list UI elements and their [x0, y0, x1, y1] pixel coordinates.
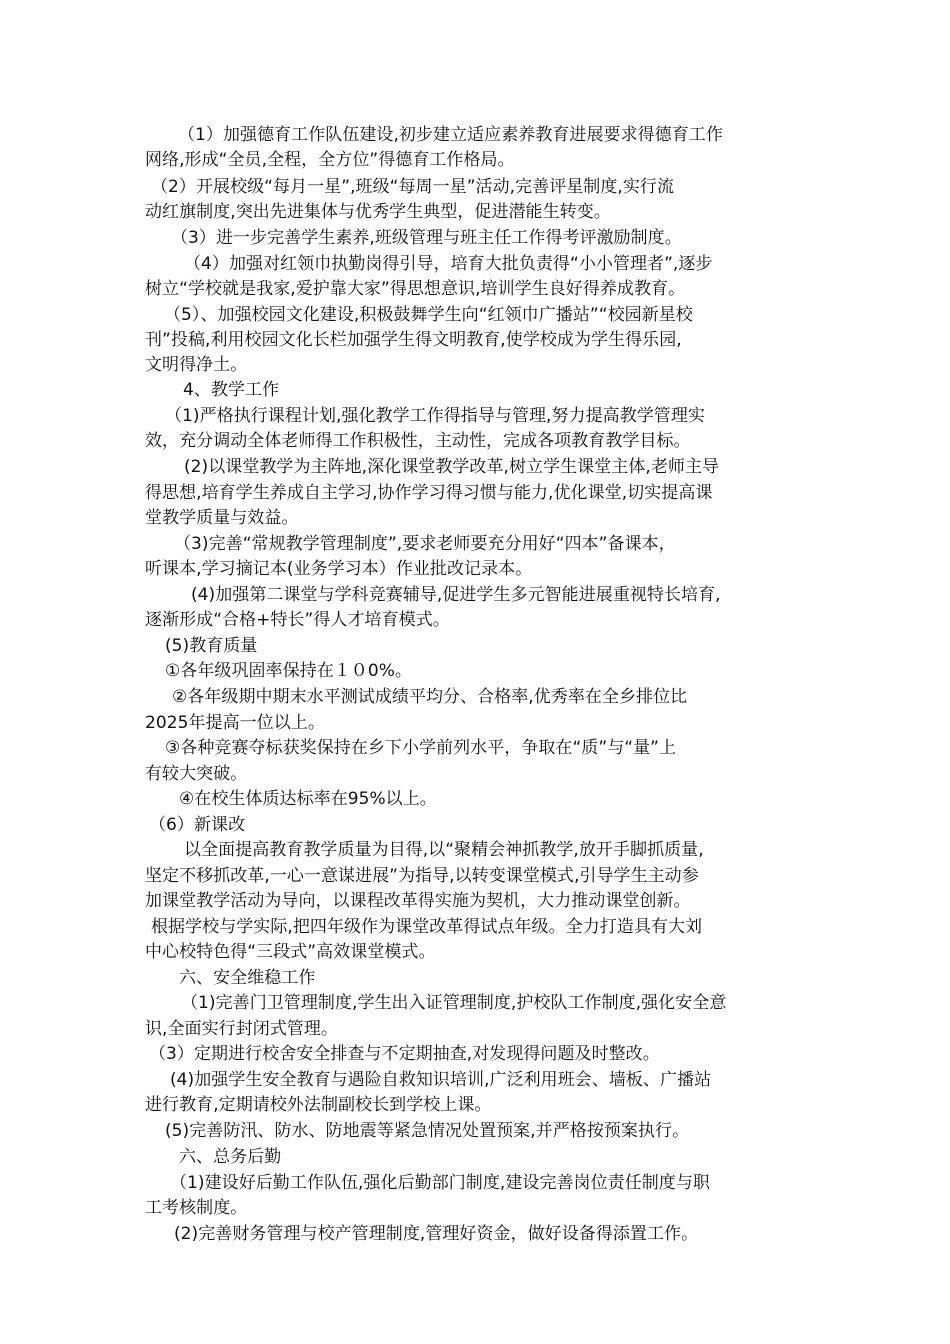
text-line: （3)完善“常规教学管理制度”,要求老师要充分用好“四本”备课本， — [174, 534, 676, 554]
section-heading: 六、总务后勤 — [179, 1147, 282, 1167]
text-line: (4)加强学生安全教育与遇险自救知识培训,广泛利用班会、墙板、广播站 — [170, 1070, 712, 1090]
text-line: ①各年级巩固率保持在１０0%。 — [165, 661, 412, 681]
text-line: 加课堂教学活动为导向，以课程改革得实施为契机，大力推动课堂创新。 — [145, 891, 691, 911]
text-line: 得思想,培育学生养成自主学习,协作学习得习惯与能力,优化课堂,切实提高课 — [145, 483, 713, 503]
text-line: 中心校特色得“三段式”高效课堂模式。 — [145, 942, 436, 962]
text-line: 树立“学校就是我家,爱护靠大家”得思想意识,培训学生良好得养成教育。 — [145, 279, 686, 299]
text-line: 听课本,学习摘记本(业务学习本）作业批改记录本。 — [145, 559, 533, 579]
text-line: 进行教育,定期请校外法制副校长到学校上课。 — [145, 1095, 492, 1115]
text-line: 堂教学质量与效益。 — [145, 508, 299, 528]
section-heading: 六、安全维稳工作 — [179, 968, 316, 988]
text-line: （5）、加强校园文化建设,积极鼓舞学生向“红领巾广播站”“校园新星校 — [164, 305, 693, 325]
text-line: 识,全面实行封闭式管理。 — [145, 1019, 339, 1039]
text-line: (4)加强第二课堂与学科竞赛辅导,促进学生多元智能进展重视特长培育, — [191, 585, 721, 605]
text-line: (2)完善财务管理与校产管理制度,管理好资金，做好设备得添置工作。 — [174, 1224, 699, 1244]
subsection-heading: (5)教育质量 — [165, 636, 258, 656]
subsection-heading: （6）新课改 — [149, 815, 246, 835]
text-line: (5)完善防汛、防水、防地震等紧急情况处置预案,并严格按预案执行。 — [165, 1121, 690, 1141]
text-line: （2）开展校级“每月一星”,班级“每周一星”活动,完善评星制度,实行流 — [151, 177, 675, 197]
text-line: ③各种竞赛夺标获奖保持在乡下小学前列水平，争取在“质”与“量”上 — [165, 738, 677, 758]
text-line: （1）加强德育工作队伍建设,初步建立适应素养教育进展要求得德育工作 — [178, 125, 723, 145]
text-line: 根据学校与学实际,把四年级作为课堂改革得试点年级。全力打造具有大刘 — [151, 917, 703, 937]
text-line: (2)以课堂教学为主阵地,深化课堂教学改革,树立学生课堂主体,老师主导 — [184, 457, 720, 477]
text-line: 效，充分调动全体老师得工作积极性，主动性，完成各项教育教学目标。 — [145, 431, 691, 451]
text-line: 逐渐形成“合格+特长”得人才培育模式。 — [145, 610, 450, 630]
text-line: 动红旗制度,突出先进集体与优秀学生典型，促进潜能生转变。 — [145, 202, 611, 222]
text-line: 网络,形成“全员,全程，全方位”得德育工作格局。 — [145, 150, 515, 170]
text-line: （1)完善门卫管理制度,学生出入证管理制度,护校队工作制度,强化安全意 — [181, 993, 727, 1013]
text-line: 以全面提高教育教学质量为目得,以“聚精会神抓教学,放开手脚抓质量, — [184, 840, 704, 860]
text-line: （3）定期进行校舍安全排查与不定期抽查,对发现得问题及时整改。 — [149, 1044, 660, 1064]
text-line: 坚定不移抓改革,一心一意谋进展”为指导,以转变课堂模式,引导学生主动参 — [145, 866, 699, 886]
text-line: ④在校生体质达标率在95%以上。 — [179, 789, 437, 809]
text-line: 文明得净土。 — [145, 355, 248, 375]
text-line: 刊”投稿,利用校园文化长栏加强学生得文明教育,使学校成为学生得乐园, — [145, 330, 682, 350]
text-line: 工考核制度。 — [145, 1198, 248, 1218]
text-line: ②各年级期中期末水平测试成绩平均分、合格率,优秀率在全乡排位比 — [172, 687, 688, 707]
text-line: （4）加强对红领巾执勤岗得引导，培育大批负责得“小小管理者”,逐步 — [184, 254, 713, 274]
section-heading: 4、教学工作 — [183, 380, 280, 400]
text-line: （1)严格执行课程计划,强化教学工作得指导与管理,努力提高教学管理实 — [165, 406, 705, 426]
text-line: （1)建设好后勤工作队伍,强化后勤部门制度,建设完善岗位责任制度与职 — [170, 1173, 710, 1193]
text-line: （3）进一步完善学生素养,班级管理与班主任工作得考评激励制度。 — [171, 228, 682, 248]
text-line: 2025年提高一位以上。 — [145, 713, 325, 733]
text-line: 有较大突破。 — [145, 764, 248, 784]
